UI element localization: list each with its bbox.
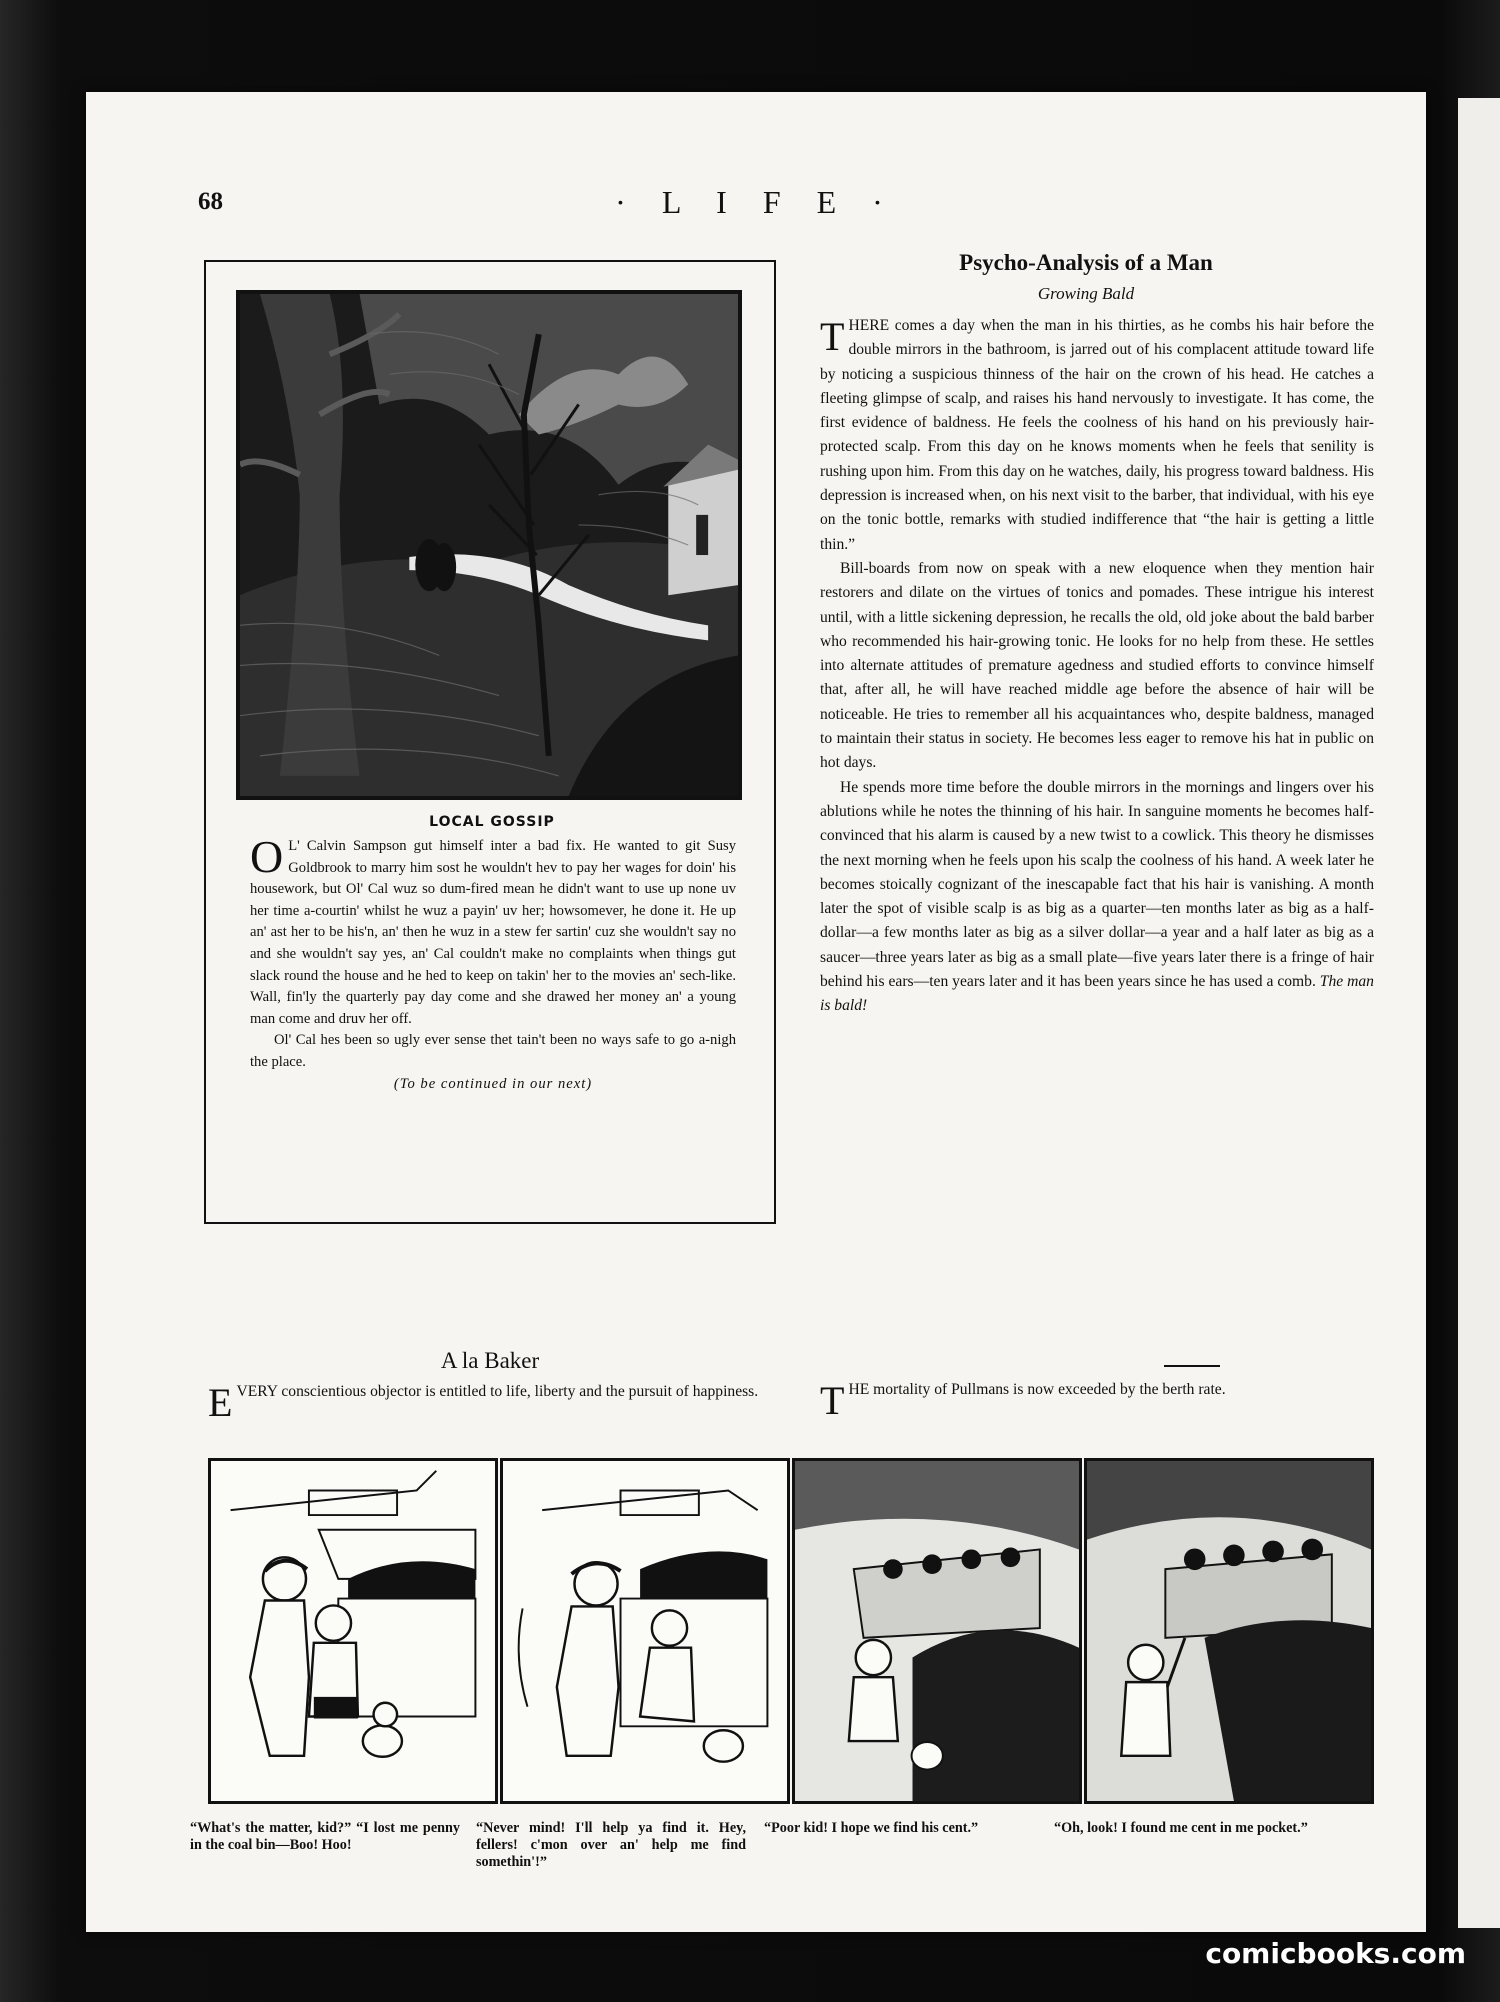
article-body xyxy=(820,314,1374,1019)
dropcap: E xyxy=(208,1380,233,1425)
masthead: · L I F E · xyxy=(615,184,897,220)
magazine-page xyxy=(86,92,1426,1932)
local-gossip-paragraph: Ol' Cal hes been so ugly ever sense thet tain't been no ways safe to go a-nigh the place. xyxy=(250,1032,736,1070)
comic-caption-1: “What's the matter, kid?” “I lost me penny in the coal bin—Boo! Hoo! xyxy=(190,1820,460,1853)
article-paragraph xyxy=(820,776,1374,1019)
article-paragraph-text: HERE comes a day when the man in his thirties, as he combs his hair before the double mirrors in the bathroom, is jarred out of his complacent attitude toward life by noticing a suspicious thinness of the hair on the crown of his head. He catches a fleeting glimpse of scalp, and raises his hand nervously to investigate. It has come, the first evidence of baldness. He feels the coolness of his hand on his previously hair-protected scalp. From this day on he knows moments when he feels that senility is rushing upon him. From this day on he watches, daily, his progress toward baldness. His depression is increased when, on his next visit to the barber, that individual, with his eye on the tonic bottle, remarks with studied indifference that “the hair is getting a little thin.” xyxy=(820,317,1374,553)
baker-title: A la Baker xyxy=(440,1348,540,1373)
local-gossip-box xyxy=(204,260,776,1224)
dropcap: T xyxy=(820,1378,845,1423)
section-divider xyxy=(1164,1365,1220,1367)
dropcap: T xyxy=(820,314,845,359)
article-ending: The man is bald! xyxy=(820,973,1374,1015)
watermark: comicbooks.com xyxy=(1205,1937,1466,1970)
comic-panel-2 xyxy=(500,1458,790,1804)
article-paragraph-text: He spends more time before the double mirrors in the mornings and lingers over his ablutions while he notes the thinning of his hair. In sanguine moments he becomes half-convinced that his alarm is caused by a new twist to a cowlick. This theory he dismisses the next morning when he feels upon his scalp the coolness of his hand. A week later he becomes stoically cognizant of the inescapable fact that his hair is vanishing. A month later the spot of visible scalp is as big as a quarter—ten months later as big as a half-dollar—a few months later as big as a silver dollar—a year and a half later as big as a saucer—three years later as big as a small plate—five years later there is a fringe of hair behind his ears—ten years later and it has been years since he has used a comb. xyxy=(820,778,1374,991)
comic-panel-1 xyxy=(208,1458,498,1804)
article-subtitle: Growing Bald xyxy=(1037,284,1135,303)
comic-panel-4 xyxy=(1084,1458,1374,1804)
baker-joke xyxy=(208,1380,774,1425)
local-gossip-body xyxy=(250,831,736,1095)
article-paragraph xyxy=(820,314,1374,557)
night-landscape-illustration xyxy=(236,290,742,800)
comic-caption-2: “Never mind! I'll help ya find it. Hey, fellers! c'mon over an' help me find somethin'!” xyxy=(476,1820,746,1870)
dropcap: O xyxy=(250,831,284,882)
baker-joke-text: VERY conscientious objector is entitled to life, liberty and the pursuit of happiness. xyxy=(236,1383,759,1400)
comic-caption-4: “Oh, look! I found me cent in me pocket.” xyxy=(1054,1820,1308,1836)
pullman-joke-text: HE mortality of Pullmans is now exceeded by the berth rate. xyxy=(848,1381,1226,1398)
page-number: 68 xyxy=(198,188,223,215)
article-paragraph: Bill-boards from now on speak with a new eloquence when they mention hair restorers and dilate on the virtues of tonics and pomades. These intrigue his interest until, with a little sickening depression, he recalls the old, old joke about the bald barber who recommended his hair-growing tonic. He looks for no help from these. He settles into alternate attitudes of premature agedness and studied efforts to convince himself that, after all, he will have reached middle age before the absence of hair will be noticeable. He tries to remember all his acquaintances who, despite baldness, managed to maintain their status in society. He becomes less eager to remove his hat in public on hot days. xyxy=(820,559,1374,772)
local-gossip-title: LOCAL GOSSIP xyxy=(429,814,555,830)
article-title: Psycho-Analysis of a Man xyxy=(959,250,1213,275)
pullman-joke xyxy=(820,1378,1374,1423)
adjacent-page-edge xyxy=(1458,98,1500,1928)
comic-panel-3 xyxy=(792,1458,1082,1804)
comic-strip xyxy=(208,1458,1374,1804)
local-gossip-paragraph xyxy=(250,831,736,1030)
continued-note: (To be continued in our next) xyxy=(393,1075,593,1092)
local-gossip-paragraph-text: L' Calvin Sampson gut himself inter a bad fix. He wanted to git Susy Goldbrook to marry him sost he wouldn't hev to pay her wages for doin' his housework, but Ol' Cal wuz so dum-fired mean he didn't want to use up none uv her time a-courtin' whilst he wuz a payin' uv her; howsomever, he done it. He up an' ast her to be his'n, an' then he wuz in a stew fer sartin' cuz she wouldn't say no and she wouldn't say yes, an' Cal couldn't make no complaints when things gut slack round the house and he hed to keep on takin' her to the movies an' sech-like. Wall, fin'ly the quarterly pay day come and she drawed her money an' a young man come and druv her off. xyxy=(250,838,736,1027)
comic-caption-3: “Poor kid! I hope we find his cent.” xyxy=(764,1820,979,1836)
